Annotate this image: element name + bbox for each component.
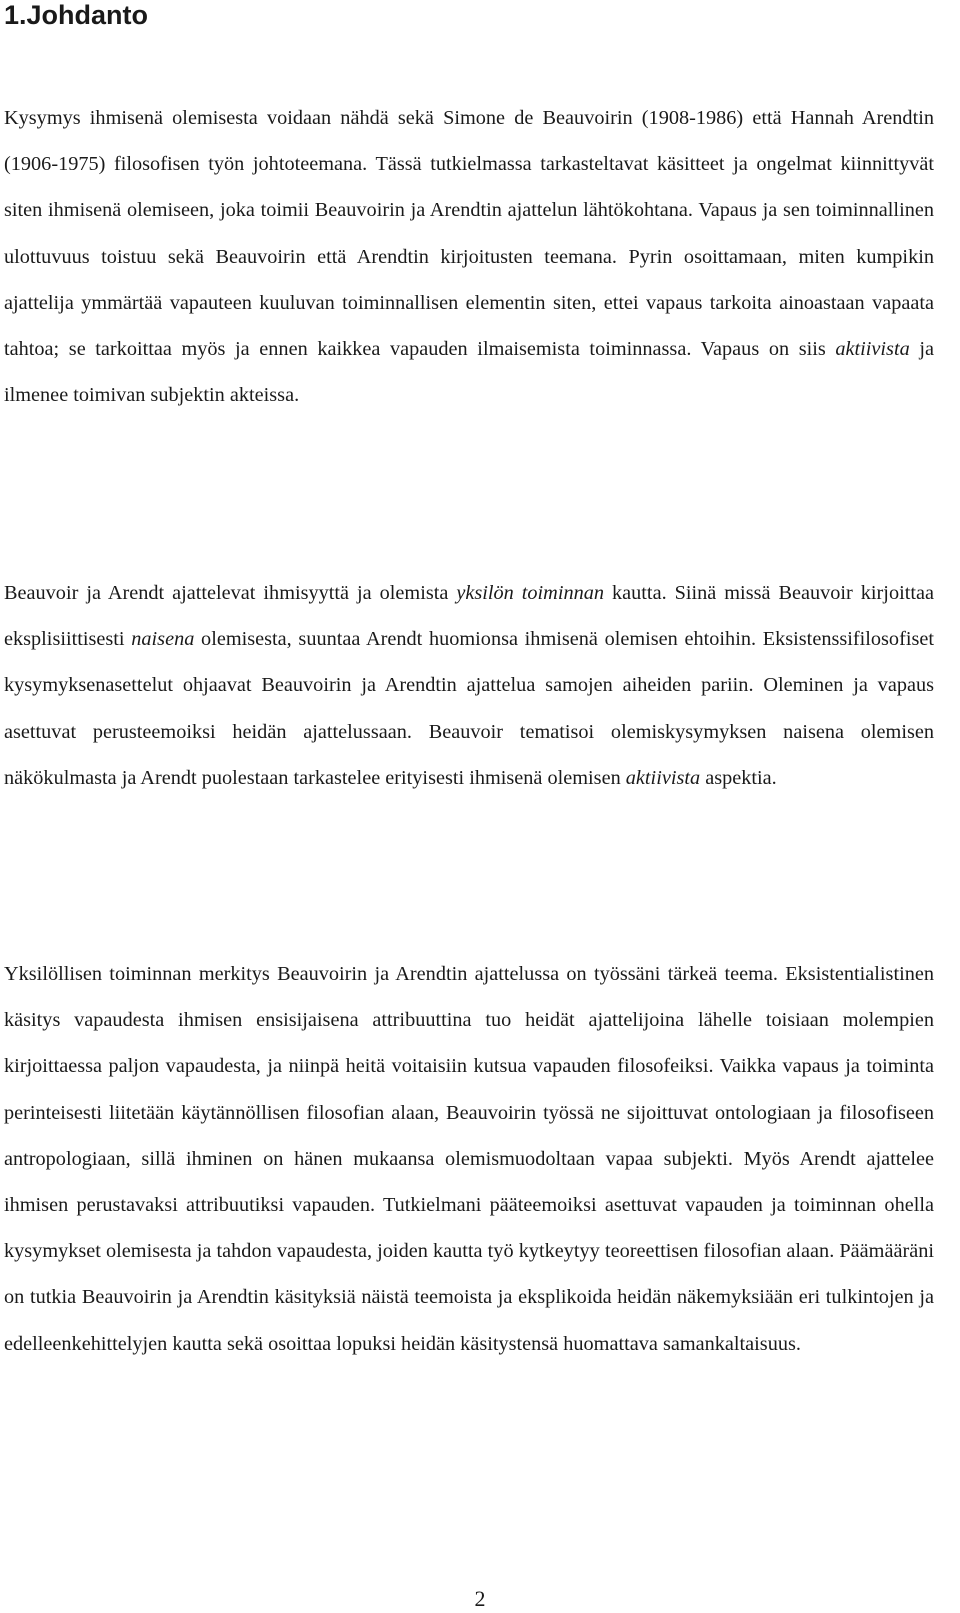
- text-segment: aspektia.: [700, 766, 777, 789]
- text-segment: olemisesta, suuntaa Arendt huomionsa ihmisenä olemisen ehtoihin. Eksistenssifilosofiset kysymyksenasettelut ohjaavat Beauvoirin ja Arendtin ajattelua samojen aiheiden pariin. Oleminen ja vapaus asettuvat perusteemoiksi heidän ajattelussaan. Beauvoir tematisoi olemiskysymyksen naisena olemisen näkökulmasta ja Arendt puolestaan tarkastelee erityisesti ihmisenä olemisen: [4, 628, 934, 789]
- italic-segment: yksilön toiminnan: [456, 582, 605, 604]
- text-segment: Yksilöllisen toiminnan merkitys Beauvoirin ja Arendtin ajattelussa on työssäni tärkeä teema. Eksistentialistinen käsitys vapaudesta ihmisen ensisijaisena attribuuttina tuo heidät ajattelijoina lähelle toisiaan molempien kirjoittaessa paljon vapaudesta, ja niinpä heitä voitaisiin kutsua vapauden filosofeiksi. Vaikka vapaus ja toiminta perinteisesti liitetään käytännöllisen filosofian alaan, Beauvoirin työssä ne sijoittuvat ontologiaan ja filosofiseen antropologiaan, sillä ihminen on hänen mukaansa olemismuodoltaan vapaa subjekti. Myös Arendt ajattelee ihmisen perustavaksi attribuutiksi vapauden. Tutkielmani pääteemoiksi asettuvat vapauden ja toiminnan ohella kysymykset olemisesta ja tahdon vapaudesta, joiden kautta työ kytkeytyy teoreettisen filosofian alaan. Päämääräni on tutkia Beauvoirin ja Arendtin käsityksiä näistä teemoista ja eksplikoida heidän näkemyksiään eri tulkintojen ja edelleenkehittelyjen kautta sekä osoittaa lopuksi heidän käsitystensä huomattava samankaltaisuus.: [4, 963, 934, 1355]
- paragraph-1: [4, 95, 934, 418]
- italic-segment: aktiivista: [835, 338, 910, 361]
- paragraph-3: [4, 951, 934, 1367]
- text-segment: Beauvoir ja Arendt ajattelevat ihmisyyttä ja olemista: [4, 582, 457, 604]
- text-segment: ja ilmenee toimivan subjektin akteissa.: [4, 338, 934, 407]
- italic-segment: naisena: [131, 628, 195, 651]
- italic-segment: aktiivista: [625, 766, 701, 789]
- paragraph-2: [4, 570, 934, 801]
- page-number: 2: [474, 1586, 486, 1611]
- text-segment: kautta. Siinä missä Beauvoir kirjoittaa eksplisiittisesti: [4, 582, 934, 651]
- chapter-heading: 1.Johdanto: [4, 0, 149, 30]
- text-segment: Kysymys ihmisenä olemisesta voidaan nähdä sekä Simone de Beauvoirin (1908-1986) että Hannah Arendtin (1906-1975) filosofisen työn johtoteemana. Tässä tutkielmassa tarkasteltavat käsitteet ja ongelmat kiinnittyvät siten ihmisenä olemiseen, joka toimii Beauvoirin ja Arendtin ajattelun lähtökohtana. Vapaus ja sen toiminnallinen ulottuvuus toistuu sekä Beauvoirin että Arendtin kirjoitusten teemana. Pyrin osoittamaan, miten kumpikin ajattelija ymmärtää vapauteen kuuluvan toiminnallisen elementin siten, ettei vapaus tarkoita ainoastaan vapaata tahtoa; se tarkoittaa myös ja ennen kaikkea vapauden ilmaisemista toiminnassa. Vapaus on siis: [4, 107, 934, 361]
